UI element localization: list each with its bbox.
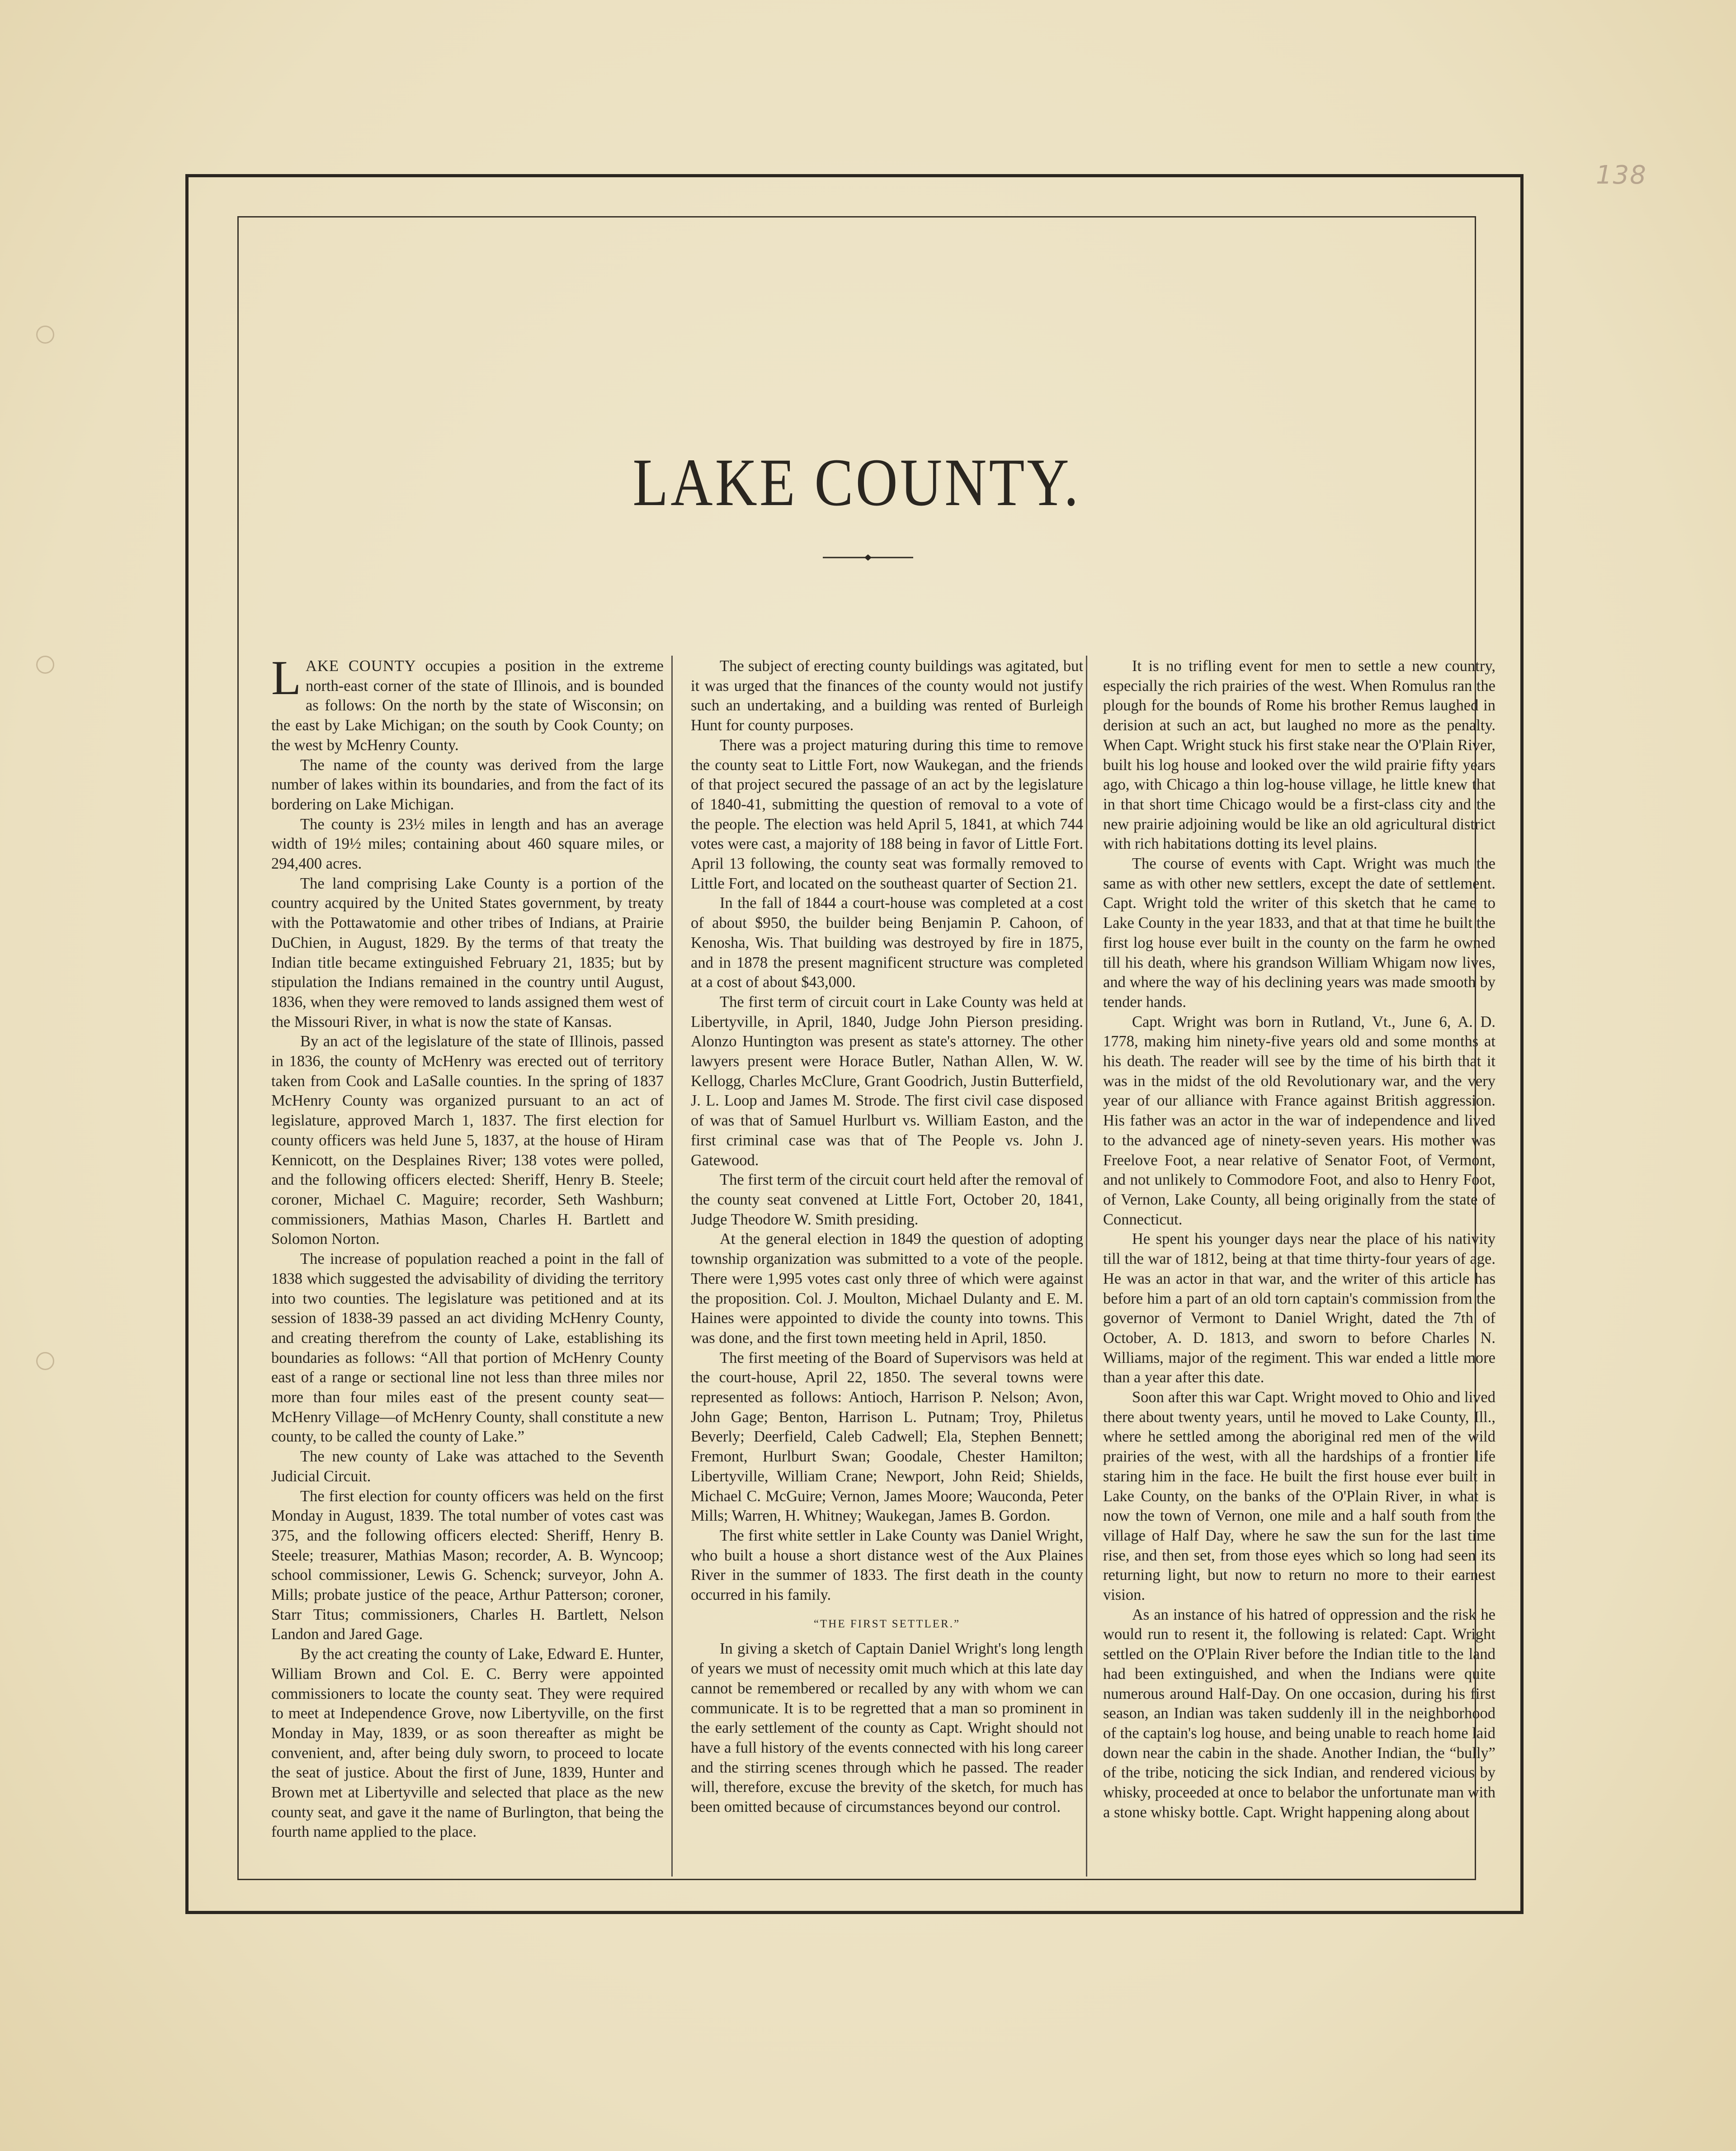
text-column-1 <box>271 651 664 1842</box>
paragraph: The increase of population reached a point in the fall of 1838 which suggested the advisability of dividing the territory into two counties. The legislature was petitioned and at its session of 1838-39 passed an act dividing McHenry County, and creating therefrom the county of Lake, establishing its boundaries as follows: “All that portion of McHenry County east of a range or sectional line not less than three miles nor more than four miles east of the present county seat—McHenry Village—of McHenry County, shall constitute a new county, to be called the county of Lake.” <box>271 1250 664 1446</box>
binding-hole <box>36 326 54 344</box>
column-divider <box>671 656 673 1877</box>
paragraph: By an act of the legislature of the state of Illinois, passed in 1836, the county of McHenry was erected out of territory taken from Cook and LaSalle counties. In the spring of 1837 McHenry County was organized pursuant to an act of legislature, approved March 1, 1837. The first election for county officers was held June 5, 1837, at the house of Hiram Kennicott, on the Desplaines River; 138 votes were polled, and the following officers elected: Sheriff, Henry B. Steele; coroner, Michael C. Maguire; recorder, Seth Washburn; commissioners, Mathias Mason, Charles H. Bartlett and Solomon Norton. <box>271 1033 664 1248</box>
paragraph-text: occupies a position in the extreme north-east corner of the state of Illinois, and is bounded as follows: On the north by the state of Wisconsin; on the east by Lake Michigan; on the south by Cook County; on the west by McHenry County. <box>271 657 664 754</box>
paragraph: The first term of circuit court in Lake County was held at Libertyville, in April, 1840, Judge John Pierson presiding. Alonzo Huntington was present as state's attorney. The other lawyers present were Horace Butler, Nathan Allen, W. W. Kellogg, Charles McClure, Grant Goodrich, Justin Butterfield, J. L. Loop and James M. Strode. The first civil case disposed of was that of Samuel Hurlburt vs. William Easton, and the first criminal case was that of The People vs. John J. Gatewood. <box>691 993 1083 1169</box>
section-heading: “THE FIRST SETTLER.” <box>813 1617 961 1630</box>
text-column-2 <box>691 657 1083 1817</box>
paragraph: By the act creating the county of Lake, Edward E. Hunter, William Brown and Col. E. C. Berry were appointed commissioners to locate the county seat. They were required to meet at Independence Grove, now Libertyville, on the first Monday in May, 1839, or as soon thereafter as might be convenient, and, after being duly sworn, to proceed to locate the seat of justice. About the first of June, 1839, Hunter and Brown met at Libertyville and selected that place as the new county seat, and gave it the name of Burlington, that being the fourth name applied to the place. <box>271 1645 664 1841</box>
binding-hole <box>36 656 54 674</box>
paragraph: The first term of the circuit court held after the removal of the county seat convened at Little Fort, October 20, 1841, Judge Theodore W. Smith presiding. <box>691 1171 1083 1228</box>
text-column-3 <box>1103 657 1495 1822</box>
title-ornament <box>823 553 913 562</box>
paragraph: In giving a sketch of Captain Daniel Wright's long length of years we must of necessity omit much which at this late day cannot be remembered or recalled by any with whom we can communicate. It is to be regretted that a man so prominent in the early settlement of the county as Capt. Wright should not have a full history of the events connected with his long career and the stirring scenes through which he passed. The reader will, therefore, excuse the brevity of the sketch, for much has been omitted because of circumstances beyond our control. <box>691 1640 1083 1816</box>
paragraph: The first white settler in Lake County was Daniel Wright, who built a house a short distance west of the Aux Plaines River in the summer of 1833. The first death in the county occurred in his family. <box>691 1527 1083 1604</box>
paragraph: The subject of erecting county buildings was agitated, but it was urged that the finances of the county would not justify such an undertaking, and a building was rented of Burleigh Hunt for county purposes. <box>691 657 1083 734</box>
paragraph: It is no trifling event for men to settle a new country, especially the rich prairies of the west. When Romulus ran the plough for the bounds of Rome his brother Remus laughed in derision at such an act, but laughed no more as the penalty. When Capt. Wright stuck his first stake near the O'Plain River, built his log house and looked over the wild prairie fifty years ago, with Chicago a thin log-house village, he little knew that in that short time Chicago would be a first-class city and the new prairie adjoining would be like an old agricultural district with rich habitations dotting its level plains. <box>1103 657 1495 853</box>
paragraph: The first election for county officers was held on the first Monday in August, 1839. The total number of votes cast was 375, and the following officers elected: Sheriff, Henry B. Steele; treasurer, Mathias Mason; recorder, A. B. Wyncoop; school commissioner, Lewis G. Schenck; surveyor, John A. Mills; probate justice of the peace, Arthur Patterson; coroner, Starr Titus; commissioners, Charles H. Bartlett, Nelson Landon and Jared Gage. <box>271 1487 664 1643</box>
paragraph: In the fall of 1844 a court-house was completed at a cost of about $950, the builder being Benjamin P. Cahoon, of Kenosha, Wis. That building was destroyed by fire in 1875, and in 1878 the present magnificent structure was completed at a cost of about $43,000. <box>691 894 1083 991</box>
paragraph: The first meeting of the Board of Supervisors was held at the court-house, April 22, 1850. The several towns were represented as follows: Antioch, Harrison P. Nelson; Avon, John Gage; Benton, Harrison L. Putnam; Troy, Philetus Beverly; Deerfield, Caleb Cadwell; Ela, Stephen Bennett; Fremont, Hurlburt Swan; Goodale, Chester Hamilton; Libertyville, William Crane; Newport, John Reid; Shields, Michael C. McGuire; Vernon, James Moore; Wauconda, Peter Mills; Warren, H. Whitney; Waukegan, James B. Gordon. <box>691 1349 1083 1525</box>
paragraph: The county is 23½ miles in length and has an average width of 19½ miles; containing about 460 square miles, or 294,400 acres. <box>271 815 664 873</box>
paragraph: He spent his younger days near the place of his nativity till the war of 1812, being at that time thirty-four years of age. He was an actor in that war, and the writer of this article has before him a part of an old torn captain's commission from the governor of Vermont to Daniel Wright, dated the 7th of October, A. D. 1813, and sworn to before Charles N. Williams, major of the regiment. This war ended a little more than a year after this date. <box>1103 1230 1495 1386</box>
page-number-annotation: 138 <box>1596 161 1647 190</box>
paragraph: The name of the county was derived from the large number of lakes within its boundaries, and from the fact of its bordering on Lake Michigan. <box>271 756 664 813</box>
paragraph: The course of events with Capt. Wright was much the same as with other new settlers, except the date of settlement. Capt. Wright told the writer of this sketch that he came to Lake County in the year 1833, and that at that time he built the first log house ever built in the county on the farm he owned till his death, where his grandson William Whigam now lives, and where the way of his declining years was made smooth by tender hands. <box>1103 855 1495 1011</box>
paragraph: The new county of Lake was attached to the Seventh Judicial Circuit. <box>271 1448 664 1485</box>
drop-cap: L <box>271 651 301 705</box>
binding-hole <box>36 1352 54 1370</box>
paragraph: Soon after this war Capt. Wright moved to Ohio and lived there about twenty years, until he moved to Lake County, Ill., where he settled among the aboriginal red men of the wild prairies of the west, with all the hardships of a frontier life staring him in the face. He built the first house ever built in Lake County, on the banks of the O'Plain River, in what is now the town of Vernon, one mile and a half south from the village of Half Day, where he saw the sun for the last time rise, and then set, from those eyes which so long had seen its returning light, but now to return no more to their earnest vision. <box>1103 1389 1495 1604</box>
page-title: LAKE COUNTY. <box>632 444 1081 520</box>
paragraph: Capt. Wright was born in Rutland, Vt., June 6, A. D. 1778, making him ninety-five years old and some months at his death. The reader will see by the time of his birth that it was in the midst of the old Revolutionary war, and the very year of our alliance with France against British aggression. His father was an actor in the war of independence and lived to the advanced age of ninety-seven years. His mother was Freelove Foot, a near relative of Senator Foot, of Vermont, and not unlikely to Commodore Foot, and also to Henry Foot, of Vernon, Lake County, all being originally from the state of Connecticut. <box>1103 1013 1495 1228</box>
column-divider <box>1086 656 1087 1877</box>
paragraph: At the general election in 1849 the question of adopting township organization was submitted to a vote of the people. There were 1,995 votes cast only three of which were against the proposition. Col. J. Moulton, Michael Dulanty and E. M. Haines were appointed to divide the county into towns. This was done, and the first town meeting held in April, 1850. <box>691 1230 1083 1347</box>
paragraph <box>271 651 664 756</box>
lead-in: AKE COUNTY <box>305 657 416 675</box>
paragraph: The land comprising Lake County is a portion of the country acquired by the United States government, by treaty with the Pottawatomie and other tribes of Indians, at Prairie DuChien, in August, 1829. By the terms of that treaty the Indian title became extinguished February 21, 1835; but by stipulation the Indians remained in the country until August, 1836, when they were removed to lands assigned them west of the Missouri River, in what is now the state of Kansas. <box>271 875 664 1031</box>
paragraph: As an instance of his hatred of oppression and the risk he would run to resent it, the following is related: Capt. Wright settled on the O'Plain River before the Indian title to the land had been extinguished, and when the Indians were quite numerous around Half-Day. On one occasion, during his first season, an Indian was taken suddenly ill in the neighborhood of the captain's log house, and being unable to reach home laid down near the cabin in the shade. Another Indian, the “bully” of the tribe, noticing the sick Indian, and rendered vicious by whisky, proceeded at once to belabor the unfortunate man with a stone whisky bottle. Capt. Wright happening along about <box>1103 1606 1495 1821</box>
paragraph: There was a project maturing during this time to remove the county seat to Little Fort, now Waukegan, and the friends of that project secured the passage of an act by the legislature of 1840-41, submitting the question of removal to a vote of the people. The election was held April 5, 1841, at which 744 votes were cast, a majority of 188 being in favor of Little Fort. April 13 following, the county seat was formally removed to Little Fort, and located on the southeast quarter of Section 21. <box>691 736 1083 892</box>
